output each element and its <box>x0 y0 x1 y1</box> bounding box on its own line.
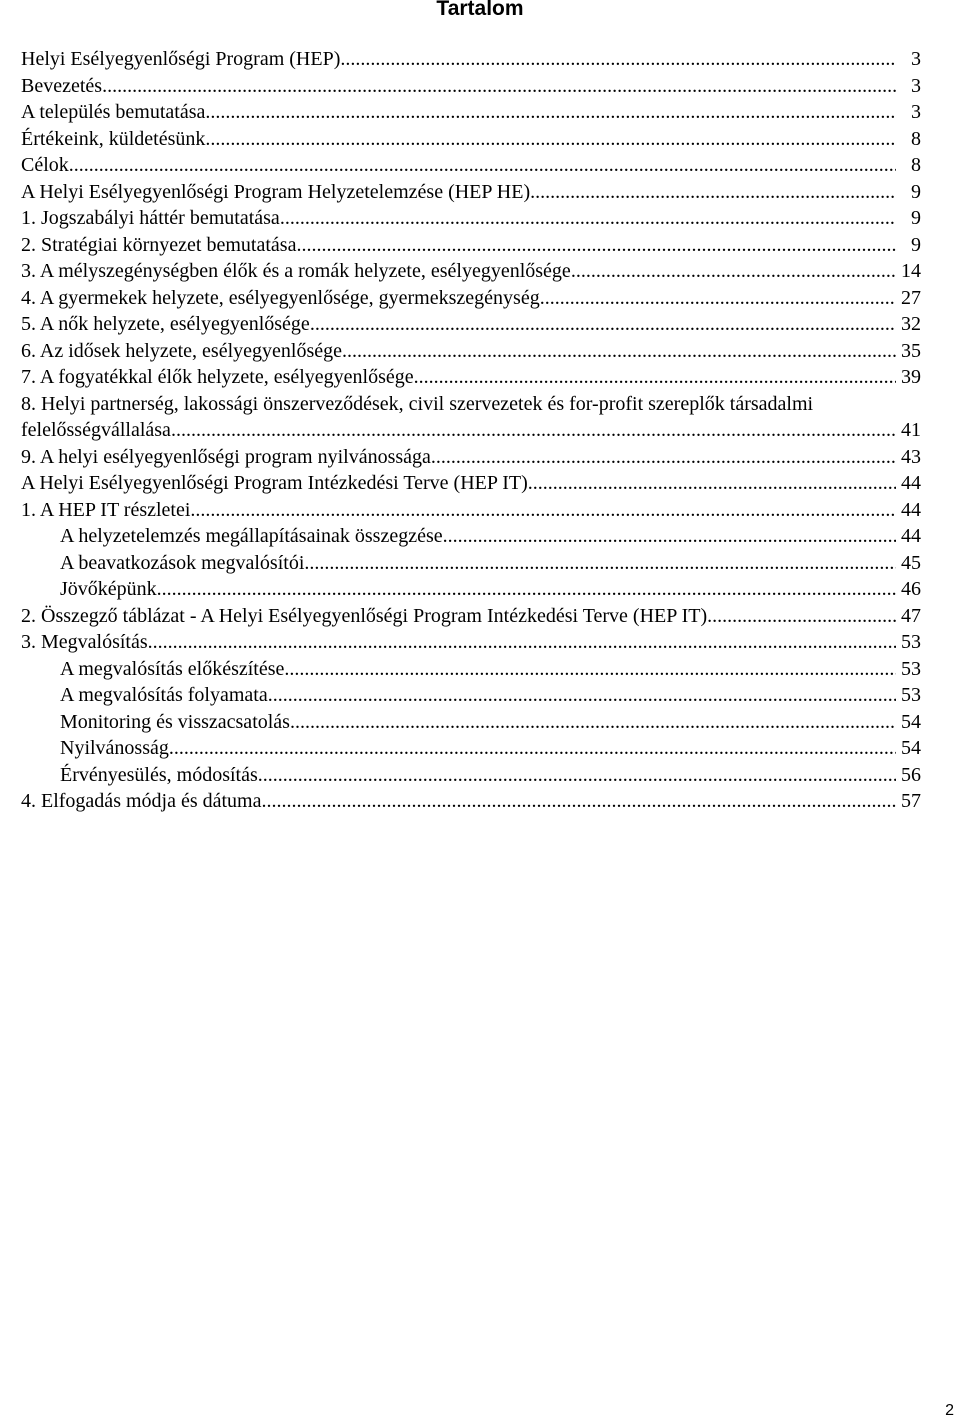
toc-dot-leader <box>171 417 896 444</box>
toc-entry-page: 47 <box>901 604 921 627</box>
toc-entry-title: A helyzetelemzés megállapításainak összegzése <box>60 525 443 547</box>
toc-entry-page: 3 <box>911 74 921 97</box>
toc-dot-leader <box>205 99 896 126</box>
toc-entry[interactable] <box>21 152 921 179</box>
toc-entry-title: 4. Elfogadás módja és dátuma <box>21 790 262 812</box>
toc-dot-leader <box>205 126 896 153</box>
toc-entry-title: 2. Stratégiai környezet bemutatása <box>21 233 297 256</box>
toc-entry-title: 1. Jogszabályi háttér bemutatása <box>21 207 280 229</box>
toc-entry-title: 1. A HEP IT részletei <box>21 498 191 521</box>
toc-dot-leader <box>148 629 896 656</box>
toc-entry[interactable] <box>21 656 921 683</box>
page-title: Tartalom <box>436 0 524 20</box>
toc-dot-leader <box>296 232 896 259</box>
toc-entry[interactable] <box>21 126 921 153</box>
toc-dot-leader <box>540 285 896 312</box>
toc-entry-title: 5. A nők helyzete, esélyegyenlősége <box>21 313 310 335</box>
toc-entry-page: 46 <box>901 578 921 600</box>
toc-entry[interactable] <box>21 709 921 736</box>
toc-entry[interactable] <box>21 258 921 285</box>
toc-entry-title: 9. A helyi esélyegyenlőségi program nyilvánossága <box>21 445 431 468</box>
toc-entry-page: 54 <box>901 737 921 759</box>
toc-entry-page: 39 <box>901 366 921 388</box>
toc-dot-leader <box>157 576 896 603</box>
toc-entry-title: A beavatkozások megvalósítói <box>60 551 305 574</box>
toc-entry-title-line1: 8. Helyi partnerség, lakossági önszerveződések, civil szervezetek és for-profit szereplők társadalmi <box>21 392 814 415</box>
toc-entry-title: Jövőképünk <box>60 578 157 600</box>
toc-entry[interactable] <box>21 523 921 550</box>
toc-entry-page: 27 <box>901 286 921 309</box>
toc-dot-leader <box>102 73 896 100</box>
toc-entry[interactable] <box>21 550 921 577</box>
toc-dot-leader <box>707 603 896 630</box>
toc-entry[interactable] <box>21 232 921 259</box>
toc-entry-page: 54 <box>901 710 921 733</box>
toc-entry[interactable] <box>21 99 921 126</box>
toc-entry[interactable] <box>21 179 921 206</box>
toc-dot-leader <box>290 709 896 736</box>
toc-entry-title: 2. Összegző táblázat - A Helyi Esélyegyenlőségi Program Intézkedési Terve (HEP IT) <box>21 604 708 627</box>
toc-dot-leader <box>169 735 896 762</box>
toc-entry-page: 8 <box>911 154 921 176</box>
toc-entry-title: Bevezetés <box>21 74 103 97</box>
toc-dot-leader <box>310 311 896 338</box>
toc-entry-title: 4. A gyermekek helyzete, esélyegyenlősége, gyermekszegénység <box>21 286 540 309</box>
toc-entry[interactable] <box>21 762 921 789</box>
toc-entry[interactable] <box>21 285 921 312</box>
toc-entry-title: 3. Megvalósítás <box>21 631 148 653</box>
toc-entry[interactable] <box>21 576 921 603</box>
toc-dot-leader <box>530 179 896 206</box>
toc-entry-page: 44 <box>901 498 921 521</box>
toc-entry-title: A megvalósítás folyamata <box>60 684 268 706</box>
toc-dot-leader <box>284 656 896 683</box>
toc-dot-leader <box>258 762 896 789</box>
toc-entry[interactable] <box>21 311 921 338</box>
toc-entry[interactable] <box>21 470 921 497</box>
toc-entry-page: 35 <box>901 339 921 362</box>
toc-entry-page: 44 <box>901 472 921 494</box>
toc-entry[interactable] <box>21 364 921 391</box>
toc-entry-page: 32 <box>901 313 921 335</box>
toc-entry[interactable] <box>21 603 921 630</box>
toc-entry-title-line2: felelősségvállalása <box>21 419 171 441</box>
toc-entry-title: A település bemutatása <box>21 101 206 123</box>
toc-dot-leader <box>443 523 896 550</box>
toc-dot-leader <box>262 788 897 815</box>
toc-entry[interactable] <box>21 46 921 73</box>
toc-entry-title: A megvalósítás előkészítése <box>60 657 285 680</box>
toc-entry-page: 8 <box>911 127 921 150</box>
toc-dot-leader <box>571 258 896 285</box>
toc-entry[interactable] <box>21 205 921 232</box>
toc-dot-leader <box>190 497 896 524</box>
toc-entry-page: 9 <box>911 233 921 256</box>
toc-entry-title: 6. Az idősek helyzete, esélyegyenlősége <box>21 339 342 362</box>
toc-dot-leader <box>431 444 896 471</box>
toc-entry-page: 41 <box>901 419 921 441</box>
toc-entry[interactable] <box>21 788 921 815</box>
toc-entry-page: 45 <box>901 551 921 574</box>
toc-entry[interactable] <box>21 391 921 444</box>
toc-entry[interactable] <box>21 73 921 100</box>
toc-entry-title: Nyilvánosság <box>60 737 169 759</box>
toc-entry-title: Értékeink, küldetésünk <box>21 127 206 150</box>
toc-entry-title: Érvényesülés, módosítás <box>60 763 258 786</box>
toc-entry-page: 53 <box>901 684 921 706</box>
table-of-contents <box>21 46 921 815</box>
toc-entry-page: 53 <box>901 631 921 653</box>
toc-entry-page: 9 <box>911 180 921 203</box>
toc-dot-leader <box>69 152 896 179</box>
toc-entry-page: 3 <box>911 48 921 70</box>
toc-entry[interactable] <box>21 497 921 524</box>
toc-entry-page: 56 <box>901 763 921 786</box>
toc-entry-page: 44 <box>901 525 921 547</box>
toc-entry-title: Helyi Esélyegyenlőségi Program (HEP) <box>21 48 341 70</box>
toc-entry[interactable] <box>21 629 921 656</box>
toc-entry-title: 3. A mélyszegénységben élők és a romák helyzete, esélyegyenlősége <box>21 260 571 282</box>
toc-entry-page: 43 <box>901 445 921 468</box>
toc-entry-title: Monitoring és visszacsatolás <box>60 710 290 733</box>
toc-entry-title: 7. A fogyatékkal élők helyzete, esélyegyenlősége <box>21 366 414 388</box>
page-number: 2 <box>945 1402 954 1419</box>
toc-entry[interactable] <box>21 682 921 709</box>
toc-dot-leader <box>268 682 896 709</box>
toc-dot-leader <box>280 205 896 232</box>
toc-dot-leader <box>340 46 896 73</box>
toc-entry[interactable] <box>21 444 921 471</box>
toc-entry-title: A Helyi Esélyegyenlőségi Program Helyzetelemzése (HEP HE) <box>21 180 531 203</box>
toc-entry-title: A Helyi Esélyegyenlőségi Program Intézkedési Terve (HEP IT) <box>21 472 528 494</box>
toc-entry[interactable] <box>21 338 921 365</box>
toc-entry-page: 53 <box>901 657 921 680</box>
toc-entry-page: 14 <box>901 260 921 282</box>
toc-dot-leader <box>528 470 896 497</box>
toc-entry[interactable] <box>21 735 921 762</box>
toc-dot-leader <box>304 550 896 577</box>
toc-dot-leader <box>414 364 896 391</box>
toc-entry-page: 57 <box>901 790 921 812</box>
toc-entry-page: 3 <box>911 101 921 123</box>
toc-dot-leader <box>342 338 896 365</box>
toc-entry-page: 9 <box>911 207 921 229</box>
toc-entry-title: Célok <box>21 154 69 176</box>
